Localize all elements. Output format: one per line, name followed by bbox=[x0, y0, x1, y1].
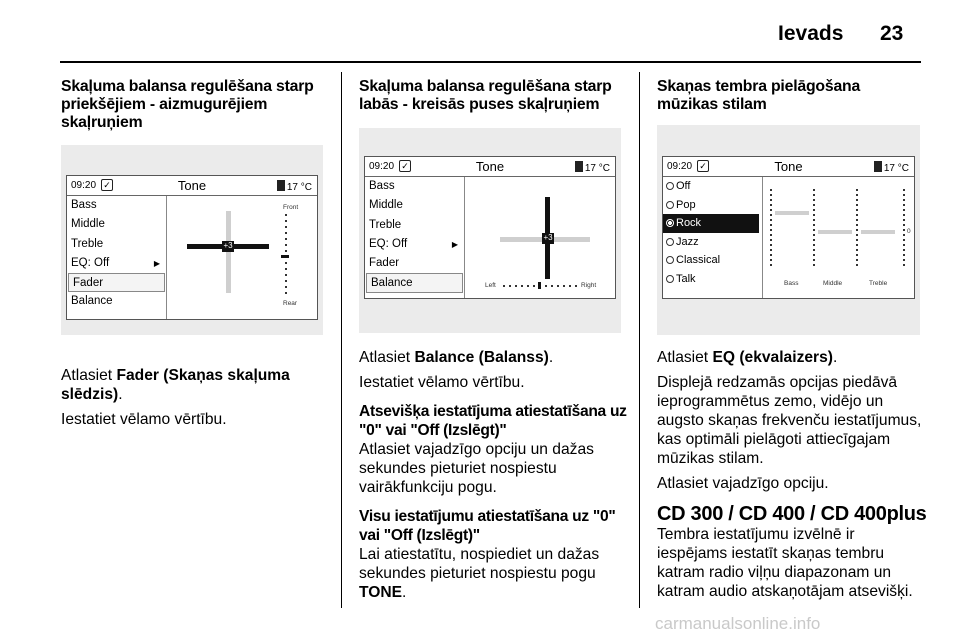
temperature-value: 17 °C bbox=[286, 182, 312, 193]
vertical-axis bbox=[226, 211, 231, 293]
middle-level bbox=[818, 230, 852, 234]
section-heading-cd: CD 300 / CD 400 / CD 400plus bbox=[657, 503, 927, 525]
clock: 09:20 bbox=[71, 180, 97, 191]
menu-item-treble[interactable]: Treble bbox=[369, 218, 402, 231]
left-right-scale bbox=[503, 285, 579, 287]
cd-description: Tembra iestatījumu izvēlnē ir iespējams iestatīt skaņas tembru katram radio viļņu diapazonam un katram audio atskaņotājam atsevišķi. bbox=[657, 526, 913, 600]
menu-item-eq-label: EQ: Off bbox=[369, 237, 408, 250]
menu-item-treble[interactable]: Treble bbox=[71, 237, 104, 250]
text-suffix: . bbox=[832, 349, 838, 366]
text-prefix: Atlasiet bbox=[359, 349, 415, 366]
menu-item-middle[interactable]: Middle bbox=[71, 218, 105, 231]
temperature bbox=[874, 161, 909, 174]
eq-option-jazz[interactable] bbox=[663, 233, 762, 252]
instruction-set-value: Iestatiet vēlamo vērtību. bbox=[61, 411, 227, 428]
fader-instructions bbox=[61, 366, 326, 429]
eq-option-label: Off bbox=[676, 180, 691, 192]
subheading-reset-single: Atsevišķa iestatījuma atiestatīšana uz "0" vai "Off (Izslēgt)" bbox=[359, 403, 627, 439]
radio-icon bbox=[666, 256, 674, 264]
check-icon: ✓ bbox=[101, 179, 113, 191]
text-prefix: Lai atiestatītu, nospiediet un dažas sekundes pieturiet nospiestu pogu bbox=[359, 546, 600, 582]
tone-screen-balance bbox=[364, 156, 616, 299]
eq-option-label: Rock bbox=[676, 217, 702, 230]
status-bar bbox=[663, 157, 914, 177]
text-bold: EQ (ekvalaizers) bbox=[712, 349, 833, 366]
radio-icon bbox=[666, 275, 674, 283]
text-suffix: . bbox=[548, 349, 554, 366]
menu-item-eq[interactable] bbox=[67, 254, 166, 273]
eq-option-label: Jazz bbox=[676, 235, 699, 248]
tone-menu bbox=[67, 196, 167, 319]
menu-item-bass[interactable]: Bass bbox=[71, 199, 97, 211]
clock: 09:20 bbox=[369, 161, 395, 172]
section-heading: Skaņas tembra pielāgošana mūzikas stilam bbox=[657, 78, 861, 113]
tone-screen-eq bbox=[662, 156, 915, 299]
rear-label: Rear bbox=[283, 300, 298, 307]
bass-scale bbox=[770, 189, 772, 269]
right-label: Right bbox=[581, 282, 597, 289]
radio-icon bbox=[666, 238, 674, 246]
section-heading: Skaļuma balansa regulēšana starp labās - kreisās puses skaļruņiem bbox=[359, 78, 612, 113]
menu-item-fader[interactable]: Fader bbox=[68, 273, 165, 292]
balance-knob[interactable]: +3 bbox=[543, 233, 553, 242]
section-heading: Skaļuma balansa regulēšana starp priekšējiem - aizmugurējiem skaļruņiem bbox=[61, 78, 314, 131]
instruction-reset-single: Atlasiet vajadzīgo opciju un dažas sekundes pieturiet nospiestu vairākfunkciju pogu. bbox=[359, 441, 594, 496]
treble-level bbox=[861, 230, 895, 234]
clock: 09:20 bbox=[667, 161, 693, 172]
status-bar bbox=[67, 176, 317, 196]
chevron-right-icon: ▶ bbox=[451, 239, 458, 249]
tone-menu bbox=[365, 177, 465, 298]
text-suffix: . bbox=[118, 386, 123, 403]
instruction-select-balance bbox=[359, 348, 631, 367]
middle-scale bbox=[813, 189, 815, 269]
text-bold: Fader (Skaņas skaļuma slēdzis) bbox=[61, 367, 290, 403]
instruction-select-eq bbox=[657, 348, 927, 367]
treble-label: Treble bbox=[869, 280, 888, 287]
eq-option-pop[interactable] bbox=[663, 196, 762, 215]
reference-scale bbox=[903, 189, 905, 269]
column-divider bbox=[639, 72, 640, 608]
screen-title: Tone bbox=[475, 159, 505, 174]
screen-title: Tone bbox=[774, 159, 803, 174]
column-eq bbox=[657, 78, 925, 114]
treble-scale bbox=[856, 189, 858, 269]
front-label: Front bbox=[283, 204, 299, 211]
temperature bbox=[277, 180, 312, 193]
eq-option-label: Talk bbox=[676, 272, 696, 285]
radio-icon bbox=[666, 201, 674, 209]
menu-item-middle[interactable]: Middle bbox=[369, 199, 403, 212]
menu-item-balance[interactable]: Balance bbox=[366, 273, 463, 292]
fader-knob[interactable]: +3 bbox=[223, 241, 233, 250]
menu-item-fader[interactable]: Fader bbox=[369, 257, 400, 270]
menu-item-bass[interactable]: Bass bbox=[369, 180, 395, 192]
zero-label: 0 bbox=[907, 228, 911, 235]
thermometer-icon bbox=[277, 180, 285, 191]
screen-title: Tone bbox=[177, 178, 207, 193]
column-balance bbox=[359, 78, 629, 114]
thermometer-icon bbox=[575, 161, 583, 172]
chapter-title: Ievads bbox=[778, 22, 844, 45]
menu-item-eq-label: EQ: Off bbox=[71, 256, 110, 269]
balance-instructions bbox=[359, 348, 631, 602]
instruction-set-value: Iestatiet vēlamo vērtību. bbox=[359, 374, 525, 391]
bass-label: Bass bbox=[784, 280, 799, 287]
watermark: carmanualsonline.info bbox=[655, 614, 821, 633]
instruction-select-option: Atlasiet vajadzīgo opciju. bbox=[657, 475, 829, 492]
radio-selected-icon bbox=[666, 219, 674, 227]
instruction-reset-all bbox=[359, 545, 631, 602]
eq-option-talk[interactable] bbox=[663, 270, 762, 289]
text-suffix: . bbox=[402, 584, 407, 601]
text-prefix: Atlasiet bbox=[657, 349, 713, 366]
column-divider bbox=[341, 72, 342, 608]
eq-option-label: Classical bbox=[676, 254, 721, 267]
page-number: 23 bbox=[880, 22, 904, 45]
eq-option-classical[interactable] bbox=[663, 251, 762, 270]
thermometer-icon bbox=[874, 161, 882, 172]
text-bold: Balance (Balanss) bbox=[414, 349, 549, 366]
middle-label: Middle bbox=[823, 280, 843, 287]
eq-option-label: Pop bbox=[676, 198, 696, 211]
tone-button-name: TONE bbox=[359, 584, 403, 601]
left-label: Left bbox=[485, 282, 496, 289]
radio-icon bbox=[666, 182, 674, 190]
fader-marker bbox=[281, 255, 289, 258]
eq-option-off[interactable] bbox=[663, 177, 762, 196]
bass-level bbox=[775, 211, 809, 215]
chevron-right-icon: ▶ bbox=[153, 258, 160, 268]
temperature-value: 17 °C bbox=[883, 163, 909, 174]
column-fader bbox=[61, 78, 326, 132]
temperature-value: 17 °C bbox=[584, 163, 610, 174]
status-bar bbox=[365, 157, 615, 177]
text-prefix: Atlasiet bbox=[61, 367, 117, 384]
subheading-reset-all: Visu iestatījumu atiestatīšana uz "0" vai "Off (Izslēgt)" bbox=[359, 508, 616, 544]
eq-instructions bbox=[657, 348, 927, 601]
eq-option-rock[interactable] bbox=[663, 214, 759, 233]
balance-marker bbox=[538, 282, 541, 289]
menu-item-eq[interactable] bbox=[365, 235, 464, 254]
temperature bbox=[575, 161, 610, 174]
instruction-select-fader bbox=[61, 366, 326, 404]
eq-description: Displejā redzamās opcijas piedāvā ieprogrammētus zemo, vidējo un augsto skaņas frekvenču iestatījumus, kas optimāli pielāgoti attiecīgajam mūzikas stilam. bbox=[657, 374, 922, 467]
header-rule bbox=[60, 61, 921, 63]
check-icon: ✓ bbox=[399, 160, 411, 172]
menu-item-balance[interactable]: Balance bbox=[71, 295, 113, 308]
eq-options bbox=[663, 177, 763, 298]
check-icon: ✓ bbox=[697, 160, 709, 172]
tone-screen-fader bbox=[66, 175, 318, 320]
